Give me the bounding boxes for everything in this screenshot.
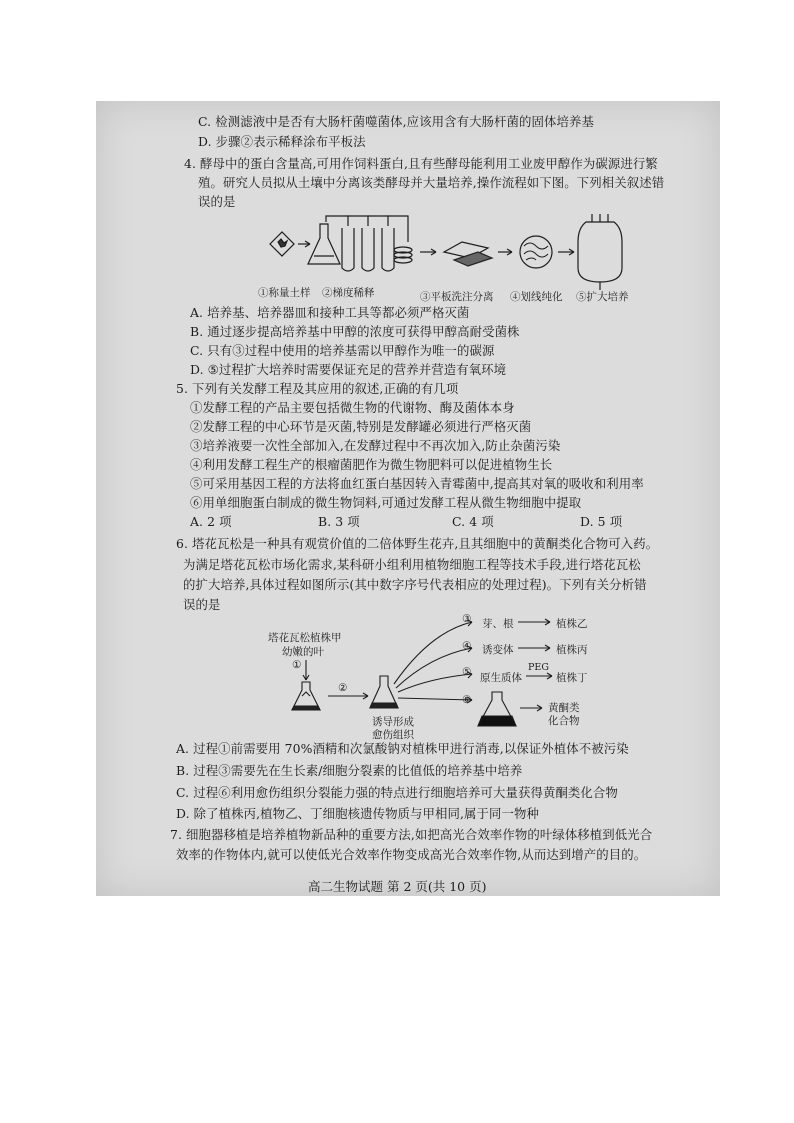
q4-label-2: ②梯度稀释	[322, 287, 375, 299]
q4-stem-line2: 殖。研究人员拟从土壤中分离该类酵母并大量培养,操作流程如下图。下列相关叙述错	[198, 175, 665, 190]
q5-option-d: D. 5 项	[580, 514, 623, 529]
q5-item-1: ①发酵工程的产品主要包括微生物的代谢物、酶及菌体本身	[190, 400, 515, 415]
q6-branch-5-peg: PEG	[528, 662, 549, 673]
q5-item-3: ③培养液要一次性全部加入,在发酵过程中不再次加入,防止杂菌污染	[190, 438, 561, 453]
q6-option-c: C. 过程⑥利用愈伤组织分裂能力强的特点进行细胞培养可大量获得黄酮类化合物	[176, 785, 618, 800]
q5-stem: 5. 下列有关发酵工程及其应用的叙述,正确的有几项	[176, 381, 459, 396]
q3-option-d: D. 步骤②表示稀释涂布平板法	[198, 134, 366, 149]
q7-stem-line1: 7. 细胞器移植是培养植物新品种的重要方法,如把高光合效率作物的叶绿体移植到低光合	[170, 827, 653, 842]
q6-branch-4-num: ④	[462, 640, 472, 652]
q6-branch-3-end: 植株乙	[556, 618, 588, 630]
q6-source-line1: 塔花瓦松植株甲	[268, 632, 342, 644]
q6-branch-6-num: ⑥	[462, 694, 472, 706]
q3-option-c: C. 检测滤液中是否有大肠杆菌噬菌体,应该用含有大肠杆菌的固体培养基	[198, 114, 594, 129]
q4-label-3: ③平板洗注分离	[420, 291, 494, 303]
q6-branch-5-mid: 原生质体	[480, 672, 522, 684]
q6-stem-line2: 为满足塔花瓦松市场化需求,某科研小组利用植物细胞工程等技术手段,进行塔花瓦松	[183, 557, 641, 572]
q6-option-d: D. 除了植株丙,植物乙、丁细胞核遗传物质与甲相同,属于同一物种	[176, 806, 539, 821]
q5-option-a: A. 2 项	[190, 514, 232, 529]
q4-stem-line3: 误的是	[198, 194, 236, 209]
q4-option-c: C. 只有③过程中使用的培养基需以甲醇作为唯一的碳源	[190, 343, 495, 358]
q6-branch-6-end-line2: 化合物	[548, 715, 580, 727]
page-footer: 高二生物试题 第 2 页(共 10 页)	[308, 879, 487, 894]
q4-label-4: ④划线纯化	[510, 291, 563, 303]
q5-item-6: ⑥用单细胞蛋白制成的微生物饲料,可通过发酵工程从微生物细胞中提取	[190, 495, 582, 510]
q7-stem-line2: 效率的作物体内,就可以使低光合效率作物变成高光合效率作物,从而达到增产的目的。	[176, 847, 647, 862]
q4-label-1: ①称量土样	[258, 287, 311, 299]
q5-item-2: ②发酵工程的中心环节是灭菌,特别是发酵罐必须进行严格灭菌	[190, 419, 532, 434]
q4-flow-diagram	[240, 212, 640, 292]
q4-stem-line1: 4. 酵母中的蛋白含量高,可用作饲料蛋白,且有些酵母能利用工业废甲醇作为碳源进行繁	[184, 156, 658, 171]
q6-option-a: A. 过程①前需要用 70%酒精和次氯酸钠对植株甲进行消毒,以保证外植体不被污染	[176, 741, 629, 756]
q6-branch-3-mid: 芽、根	[482, 618, 514, 630]
q6-step-1: ①	[292, 659, 302, 671]
q6-branch-4-end: 植株丙	[556, 644, 588, 656]
q4-option-d: D. ⑤过程扩大培养时需要保证充足的营养并营造有氧环境	[190, 362, 507, 377]
q6-branch-3-num: ③	[462, 613, 472, 625]
q4-option-b: B. 通过逐步提高培养基中甲醇的浓度可获得甲醇高耐受菌株	[190, 324, 520, 339]
q6-option-b: B. 过程③需要先在生长素/细胞分裂素的比值低的培养基中培养	[176, 763, 523, 778]
q4-option-a: A. 培养基、培养器皿和接种工具等都必须严格灭菌	[190, 305, 470, 320]
q6-branch-6-end-line1: 黄酮类	[548, 702, 580, 714]
q6-source-line2: 幼嫩的叶	[282, 646, 324, 658]
q5-option-c: C. 4 项	[452, 514, 494, 529]
q5-item-4: ④利用发酵工程生产的根瘤菌肥作为微生物肥料可以促进植物生长	[190, 457, 553, 472]
q6-callus-line2: 愈伤组织	[372, 729, 414, 741]
q5-item-5: ⑤可采用基因工程的方法将血红蛋白基因转入青霉菌中,提高其对氧的吸收和利用率	[190, 476, 644, 491]
q6-branch-5-num: ⑤	[462, 666, 472, 678]
q6-branch-4-mid: 诱变体	[482, 644, 514, 656]
q5-option-b: B. 3 项	[318, 514, 360, 529]
q6-stem-line1: 6. 塔花瓦松是一种具有观赏价值的二倍体野生花卉,且其细胞中的黄酮类化合物可入药。	[176, 536, 659, 551]
q6-callus-line1: 诱导形成	[372, 716, 414, 728]
q6-stem-line3: 的扩大培养,具体过程如图所示(其中数字序号代表相应的处理过程)。下列有关分析错	[183, 577, 647, 592]
q6-branch-5-end: 植株丁	[556, 672, 588, 684]
q6-step-2: ②	[338, 682, 348, 694]
q6-stem-line4: 误的是	[183, 597, 221, 612]
q4-label-5: ⑤扩大培养	[576, 291, 629, 303]
